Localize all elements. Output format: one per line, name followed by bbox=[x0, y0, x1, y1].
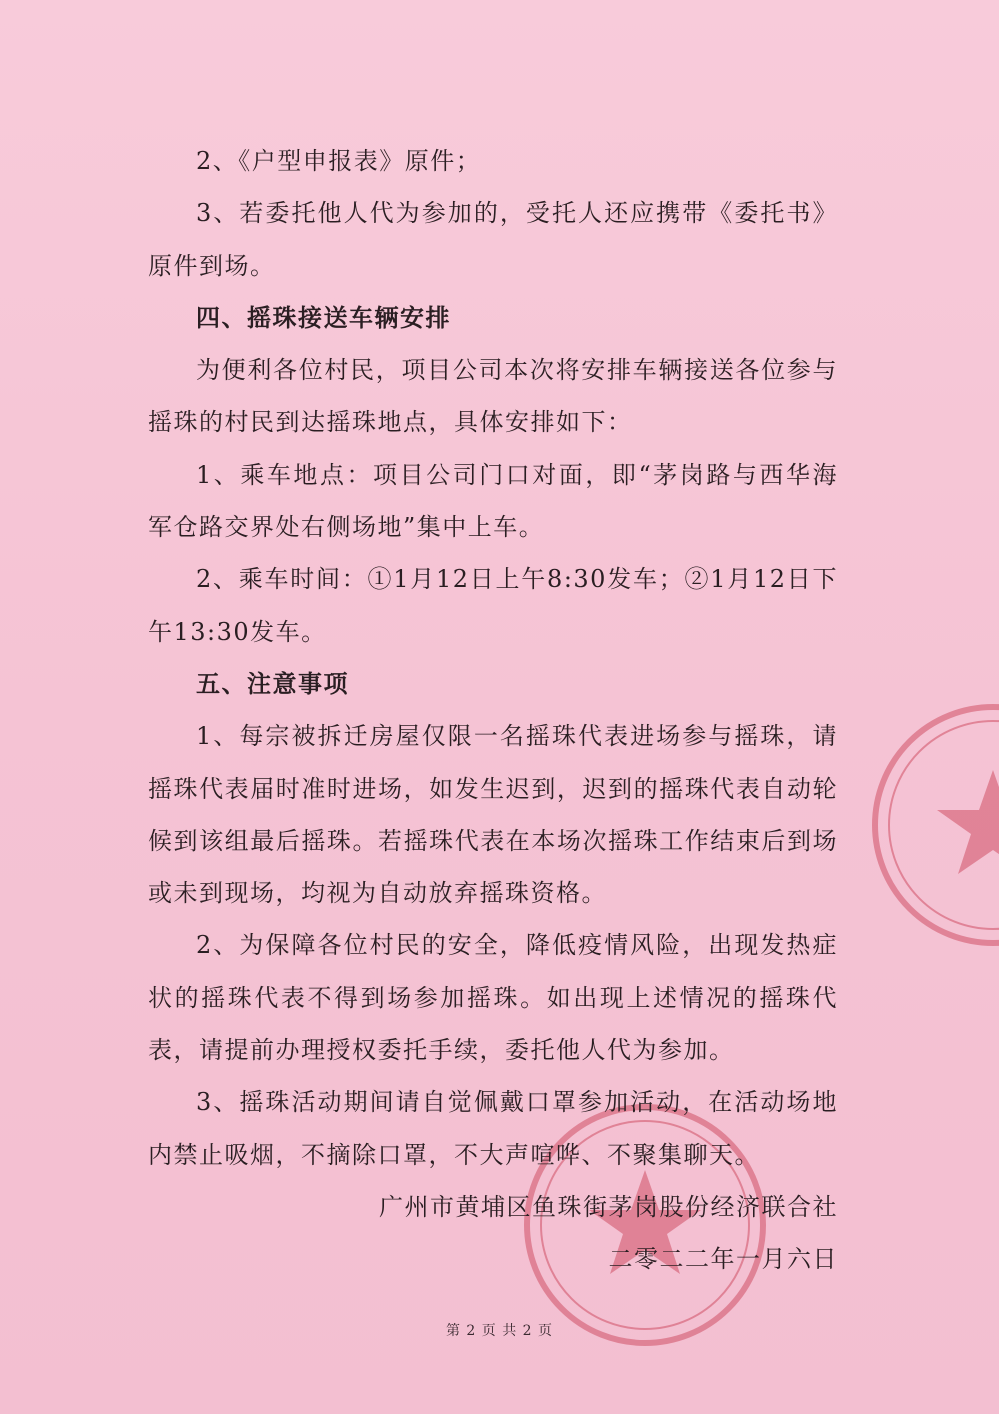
section-heading: 五、注意事项 bbox=[196, 668, 349, 698]
section-heading: 四、摇珠接送车辆安排 bbox=[196, 302, 451, 332]
signature-date: 二零二二年一月六日 bbox=[608, 1245, 838, 1274]
list-item: 2、为保障各位村民的安全，降低疫情风险，出现发热症状的摇珠代表不得到场参加摇珠。如出现上述情况的摇珠代表，请提前办理授权委托手续，委托他人代为参加。 bbox=[148, 931, 838, 1065]
page-number: 第 2 页 共 2 页 bbox=[445, 1323, 554, 1339]
list-item: 3、若委托他人代为参加的，受托人还应携带《委托书》原件到场。 bbox=[148, 199, 838, 280]
paragraph: 为便利各位村民，项目公司本次将安排车辆接送各位参与摇珠的村民到达摇珠地点，具体安排如下： bbox=[148, 356, 838, 437]
list-item: 1、乘车地点：项目公司门口对面，即“茅岗路与西华海军仓路交界处右侧场地”集中上车。 bbox=[148, 460, 838, 542]
document-body bbox=[148, 135, 838, 1286]
list-item: 2、《户型申报表》原件； bbox=[196, 147, 482, 175]
list-item: 1、每宗被拆迁房屋仅限一名摇珠代表进场参与摇珠，请摇珠代表届时准时进场，如发生迟到，迟到的摇珠代表自动轮候到该组最后摇珠。若摇珠代表在本场次摇珠工作结束后到场或未到现场，均视为自动放弃摇珠资格。 bbox=[148, 722, 838, 908]
list-item: 3、摇珠活动期间请自觉佩戴口罩参加活动，在活动场地内禁止吸烟，不摘除口罩，不大声喧哗、不聚集聊天。 bbox=[148, 1088, 838, 1169]
official-seal-icon bbox=[868, 700, 999, 950]
signature-organization: 广州市黄埔区鱼珠街茅岗股份经济联合社 bbox=[379, 1192, 838, 1221]
list-item: 2、乘车时间：①1月12日上午8:30发车；②1月12日下午13:30发车。 bbox=[148, 565, 838, 646]
